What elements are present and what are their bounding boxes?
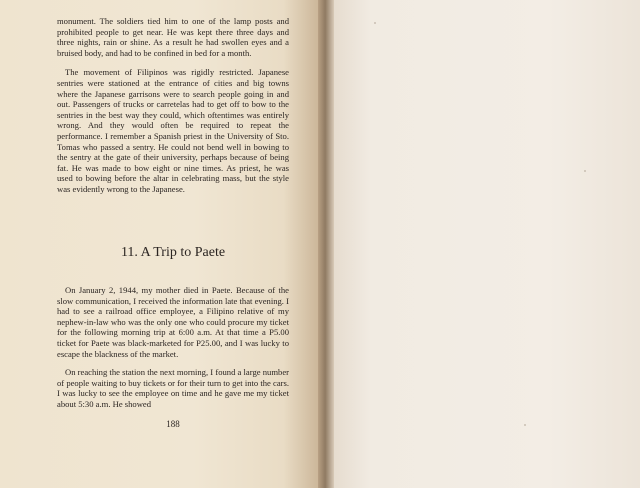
- paragraph: On reaching the station the next morning, I found a large number of people waiting to buy tickets or for their turn to get into the cars. I was lucky to see the employee on time and he gave me my ticket about 5:30 a.m. He showed: [57, 367, 289, 409]
- paragraph: monument. The soldiers tied him to one of the lamp posts and prohibited people to get near. He was kept there three days and three nights, rain or shine. As a result he had swollen eyes and a bruised body, and had to be confined in bed for a month.: [57, 16, 289, 58]
- paper-speck: [374, 22, 376, 24]
- paragraph: On January 2, 1944, my mother died in Paete. Because of the slow communication, I received the information late that evening. I had to see a railroad office employee, a Filipino relative of my nephew-in-law who was the only one who could procure my ticket for the following morning trip at 6:00 a.m. At that time a P5.00 ticket for Paete was black-marketed for P25.00, and I was lucky to escape the blackness of the market.: [57, 285, 289, 359]
- page-number: 188: [166, 419, 180, 429]
- body-text-bottom: [57, 285, 289, 418]
- paper-speck: [584, 170, 586, 172]
- body-text-top: [57, 16, 289, 204]
- chapter-heading: 11. A Trip to Paete: [120, 245, 226, 260]
- paper-speck: [524, 424, 526, 426]
- paragraph: The movement of Filipinos was rigidly restricted. Japanese sentries were stationed at the entrance of cities and big towns where the Japanese garrisons were to search people going in and out. Passengers of trucks or carretelas had to get off to bow to the sentries in the best way they could, which oftentimes was entirely wrong. And they would often be required to repeat the performance. I remember a Spanish priest in the University of Sto. Tomas who passed a sentry. He could not bend well in bowing to the sentry at the gate of their university, perhaps because of being fat. He was made to bow eight or nine times. As priest, he was used to bowing before the altar in celebrating mass, but the style was evidently wrong to the Japanese.: [57, 67, 289, 194]
- right-page-blank: [334, 0, 640, 488]
- book-gutter: [318, 0, 334, 488]
